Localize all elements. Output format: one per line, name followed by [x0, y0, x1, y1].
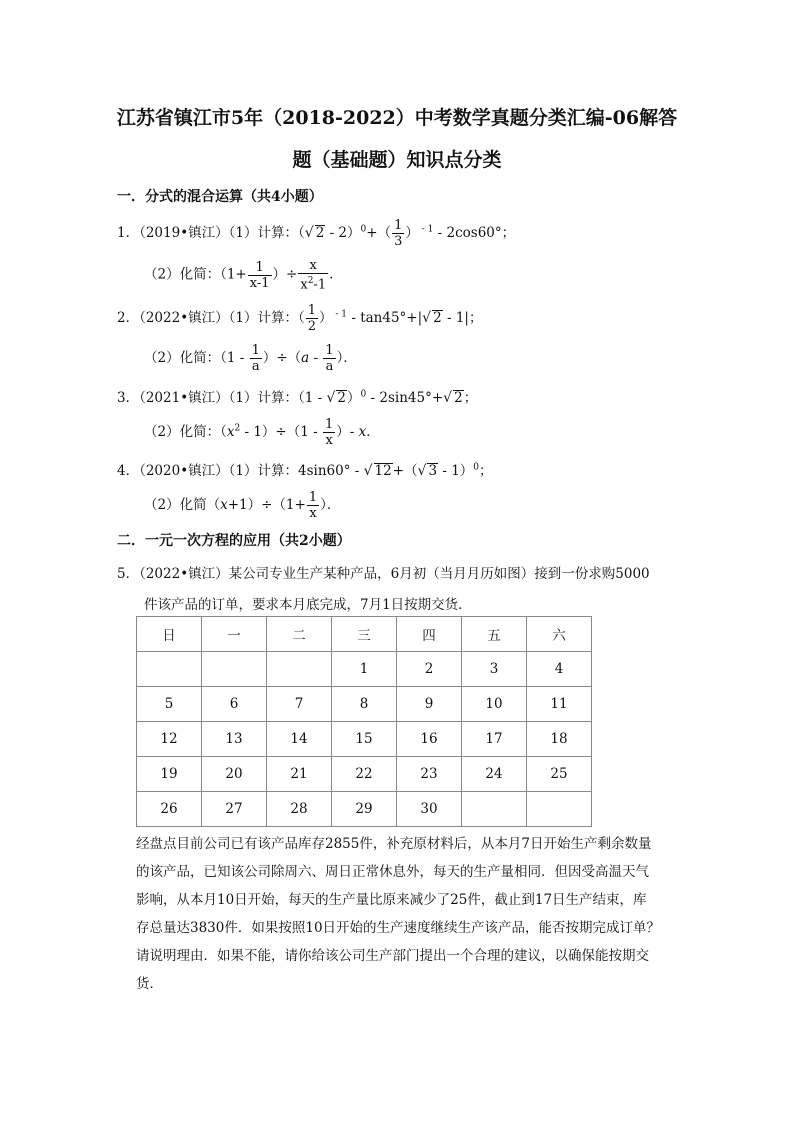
paragraph-line: 请说明理由．如果不能，请你给该公司生产部门提出一个合理的建议，以确保能按期交: [136, 948, 649, 964]
calendar-cell: 30: [397, 792, 462, 827]
calendar-cell: 20: [202, 757, 267, 792]
calendar-cell: 29: [332, 792, 397, 827]
calendar-header-cell: 六: [527, 617, 592, 652]
calendar-cell: 3: [462, 652, 527, 687]
calendar-cell: 14: [267, 722, 332, 757]
document-title-line1: 江苏省镇江市5年（2018-2022）中考数学真题分类汇编-06解答: [116, 107, 678, 129]
question-5-paragraph: [136, 830, 684, 998]
calendar-row: [137, 722, 592, 757]
question-4-part-1: 4．（2020•镇江）（1）计算：4sin60° - √ 12+（√ 3 - 1）$^0$；: [117, 462, 493, 479]
calendar-header-cell: 四: [397, 617, 462, 652]
calendar-cell: 13: [202, 722, 267, 757]
calendar-row: [137, 792, 592, 827]
paragraph-line: 的该产品，已知该公司除周六、周日正常休息外，每天的生产量相同．但因受高温天气: [136, 864, 649, 880]
calendar-cell: 10: [462, 687, 527, 722]
calendar-cell: 12: [137, 722, 202, 757]
calendar-cell: 6: [202, 687, 267, 722]
calendar-cell: [267, 652, 332, 687]
section-heading-2: 二．一元一次方程的应用（共2小题）: [117, 533, 351, 549]
calendar-row: [137, 687, 592, 722]
calendar-header-cell: 日: [137, 617, 202, 652]
calendar-header-cell: 五: [462, 617, 527, 652]
question-4-part-2: （2）化简（x+1）÷（1+ $\frac{1}{x}$ ）．: [144, 490, 341, 521]
calendar-cell: 8: [332, 687, 397, 722]
calendar-cell: 1: [332, 652, 397, 687]
question-2-part-2: （2）化简：（1 - $\frac{1}{a}$ ）÷（a - $\frac{1}{a}$ ）．: [144, 343, 357, 374]
calendar-cell: [202, 652, 267, 687]
calendar-cell: 18: [527, 722, 592, 757]
calendar-header-row: [137, 617, 592, 652]
calendar-cell: 28: [267, 792, 332, 827]
document-title-line2: 题（基础题）知识点分类: [292, 149, 502, 171]
calendar-cell: 7: [267, 687, 332, 722]
calendar-cell: 15: [332, 722, 397, 757]
calendar-cell: [137, 652, 202, 687]
calendar-cell: 4: [527, 652, 592, 687]
paragraph-line: 货．: [136, 976, 163, 992]
question-2-part-1: 2．（2022•镇江）（1）计算：（ $\frac{1}{2}$ ） $^{- 1}$ - tan45°+|√ 2 - 1|；: [117, 303, 483, 334]
calendar-cell: 9: [397, 687, 462, 722]
calendar-cell: 16: [397, 722, 462, 757]
calendar-row: [137, 652, 592, 687]
question-1-part-1: 1．（2019•镇江）（1）计算：（√ 2 - 2）$^0$+（ $\frac{1}{3}$ ） $^{- 1}$ - 2cos60°；: [117, 218, 516, 249]
fraction-one-third: $\frac{1}{3}$: [394, 218, 403, 249]
question-5-line-1: 5．（2022•镇江）某公司专业生产某种产品，6月初（当月月历如图）接到一份求购5000: [117, 566, 650, 582]
calendar-cell: 2: [397, 652, 462, 687]
calendar-row: [137, 757, 592, 792]
section-heading-1: 一．分式的混合运算（共4小题）: [117, 189, 323, 205]
calendar-cell: 17: [462, 722, 527, 757]
question-3-part-2: （2）化简：$(x^2 - 1)\div(1$ - $\frac{1}{x}$ ）- x．: [144, 417, 380, 448]
calendar-header-cell: 一: [202, 617, 267, 652]
calendar-table: [136, 616, 592, 827]
calendar-cell: 23: [397, 757, 462, 792]
calendar-cell: 5: [137, 687, 202, 722]
calendar-cell: 27: [202, 792, 267, 827]
calendar-header-cell: 三: [332, 617, 397, 652]
calendar-cell: [462, 792, 527, 827]
calendar-cell: 19: [137, 757, 202, 792]
question-1-part-2: （2）化简：（1+ $\frac{1}{x-1}$ ）÷ $\frac{x}{x^2-1}$ ．: [144, 258, 343, 293]
calendar-cell: 21: [267, 757, 332, 792]
calendar-cell: 26: [137, 792, 202, 827]
calendar-header-cell: 二: [267, 617, 332, 652]
calendar-cell: 22: [332, 757, 397, 792]
calendar-cell: 24: [462, 757, 527, 792]
calendar-cell: 25: [527, 757, 592, 792]
calendar-cell: 11: [527, 687, 592, 722]
paragraph-line: 影响，从本月10日开始，每天的生产量比原来减少了25件，截止到17日生产结束，库: [136, 892, 647, 908]
paragraph-line: 经盘点目前公司已有该产品库存2855件，补充原材料后，从本月7日开始生产剩余数量: [136, 836, 652, 852]
question-5-line-2: 件该产品的订单，要求本月底完成，7月1日按期交货．: [144, 597, 472, 613]
paragraph-line: 存总量达3830件．如果按照10日开始的生产速度继续生产该产品，能否按期完成订单？: [136, 920, 661, 936]
question-3-part-1: 3．（2021•镇江）（1）计算：（1 - √ 2）$^0$ - 2sin45°+√ 2；: [117, 389, 478, 406]
calendar-cell: [527, 792, 592, 827]
